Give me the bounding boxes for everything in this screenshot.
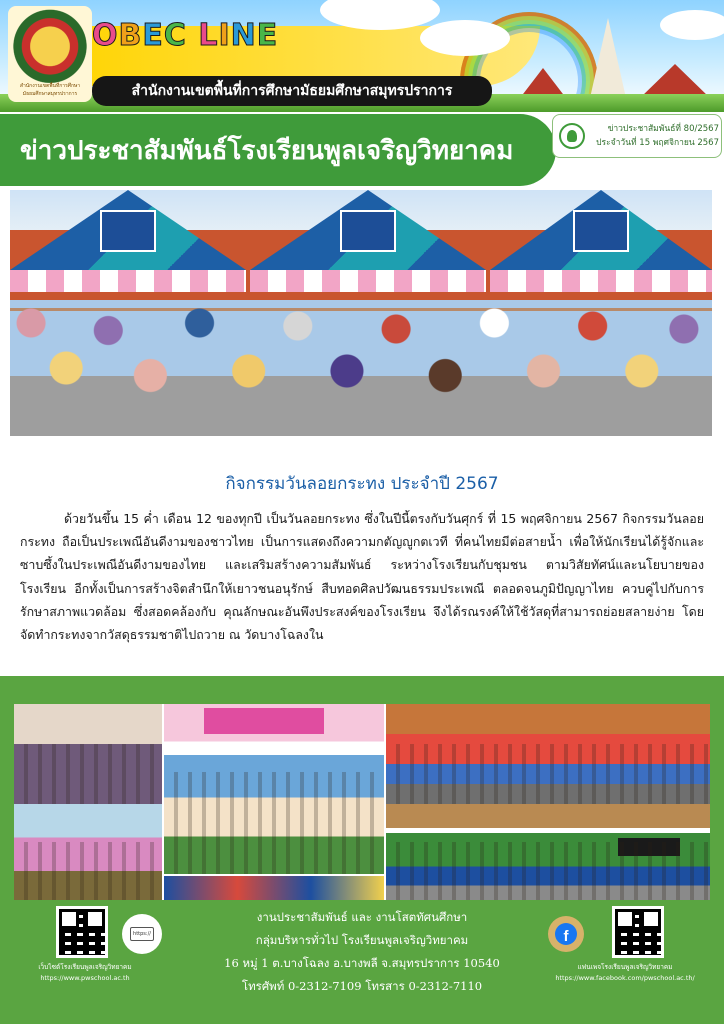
- qr-code-icon: [56, 906, 108, 958]
- title-band: [0, 114, 556, 186]
- issue-info: [589, 122, 719, 150]
- brand-letter: C: [163, 18, 187, 53]
- contact-line: กลุ่มบริหารทั่วไป โรงเรียนพูลเจริญวิทยาคม: [255, 933, 469, 947]
- brand-letter: E: [142, 18, 164, 53]
- temple-illustration: [640, 64, 710, 98]
- main-group-photo: [10, 190, 712, 436]
- cloud-decoration: [420, 20, 510, 56]
- contact-line: โทรศัพท์ 0-2312-7109 โทรสาร 0-2312-7110: [241, 979, 483, 993]
- facebook-glyph: f: [555, 923, 577, 945]
- article-body: ด้วยวันขึ้น 15 ค่ำ เดือน 12 ของทุกปี เป็นวันลอยกระทง ซึ่งในปีนี้ตรงกับวันศุกร์ ที่ 15 พฤศจิกายน 2567 กิจกรรมวันลอยกระทง ถือเป็นประเพณีอันดีงามของชาวไทย เป็นการแสดงถึงความกตัญญูกตเวที ที่คนไทยมีต่อสายน้ำ เพื่อให้นักเรียนได้รู้จักและซาบซึ้งในประเพณีอันดีงามของไทย และเสริมสร้างความสัมพันธ์ ระหว่างโรงเรียนกับชุมชน ตามวิสัยทัศน์และนโยบายของโรงเรียน อีกทั้งเป็นการสร้างจิตสำนึกให้เยาวชนอนุรักษ์ สืบทอดศิลปวัฒนธรรมประเพณี ตลอดจนภูมิปัญญาไทย ควบคู่ไปกับการรักษาสภาพแวดล้อม ซึ่งสอดคล้องกับ คุณลักษณะอันพึงประสงค์ของโรงเรียน จึงได้รณรงค์ให้ใช้วัสดุที่สามารถย่อยสลายง่าย โดยจัดทำกระทงจากวัสดุธรรมชาติไปถวาย ณ วัดบางโฉลงใน: [20, 511, 704, 643]
- collage-photo: [14, 804, 162, 900]
- contact-line: งานประชาสัมพันธ์ และ งานโสตทัศนศึกษา: [256, 910, 468, 924]
- photo-crowd: [10, 278, 712, 428]
- issue-date: ประจำวันที่ 15 พฤศจิกายน 2567: [596, 138, 719, 148]
- brand-letter: B: [118, 18, 143, 53]
- issue-info-box: [552, 114, 722, 158]
- brand-letter: I: [218, 18, 231, 53]
- footer-band: [0, 676, 724, 1024]
- qr-code-icon: [612, 906, 664, 958]
- article: [20, 470, 704, 646]
- website-link[interactable]: https://www.pwschool.ac.th: [40, 974, 130, 982]
- logo-caption: สำนักงานเขตพื้นที่การศึกษามัธยมศึกษาสมุทรปราการ: [19, 83, 81, 97]
- collage-photo: [164, 704, 384, 874]
- website-caption: เว็บไซต์โรงเรียนพูลเจริญวิทยาคม: [38, 963, 132, 971]
- brand-letter: L: [198, 18, 219, 53]
- brand-letter: N: [230, 18, 257, 53]
- cloud-decoration: [660, 10, 724, 40]
- facebook-icon: [548, 916, 584, 952]
- collage-photo: [14, 704, 162, 804]
- web-browser-icon: [122, 914, 162, 954]
- school-emblem-icon: [8, 6, 92, 102]
- brand-wordmark: [92, 18, 278, 53]
- school-emblem-icon: [559, 123, 585, 149]
- brand-space: [187, 18, 198, 53]
- brand-letter: O: [92, 18, 119, 53]
- header-banner: [0, 0, 724, 112]
- collage-photo: [164, 876, 384, 900]
- contact-block: [160, 906, 564, 998]
- brand-letter: E: [256, 18, 279, 53]
- photo-collage: [14, 704, 710, 900]
- office-name-bar: สำนักงานเขตพื้นที่การศึกษามัธยมศึกษาสมุทรปราการ: [92, 76, 492, 106]
- web-icon-label: https://: [130, 927, 154, 941]
- collage-photo: [386, 704, 710, 804]
- article-headline: กิจกรรมวันลอยกระทง ประจำปี 2567: [225, 474, 499, 494]
- facebook-caption: แฟนเพจโรงเรียนพูลเจริญวิทยาคม: [577, 963, 673, 971]
- facebook-link[interactable]: https://www.facebook.com/pwschool.ac.th/: [555, 974, 695, 982]
- collage-photo: [386, 804, 710, 900]
- page-title: ข่าวประชาสัมพันธ์โรงเรียนพูลเจริญวิทยาคม: [20, 135, 514, 166]
- issue-number: ข่าวประชาสัมพันธ์ที่ 80/2567: [607, 124, 719, 134]
- contact-line: 16 หมู่ 1 ต.บางโฉลง อ.บางพลี จ.สมุทรปราการ 10540: [224, 956, 500, 970]
